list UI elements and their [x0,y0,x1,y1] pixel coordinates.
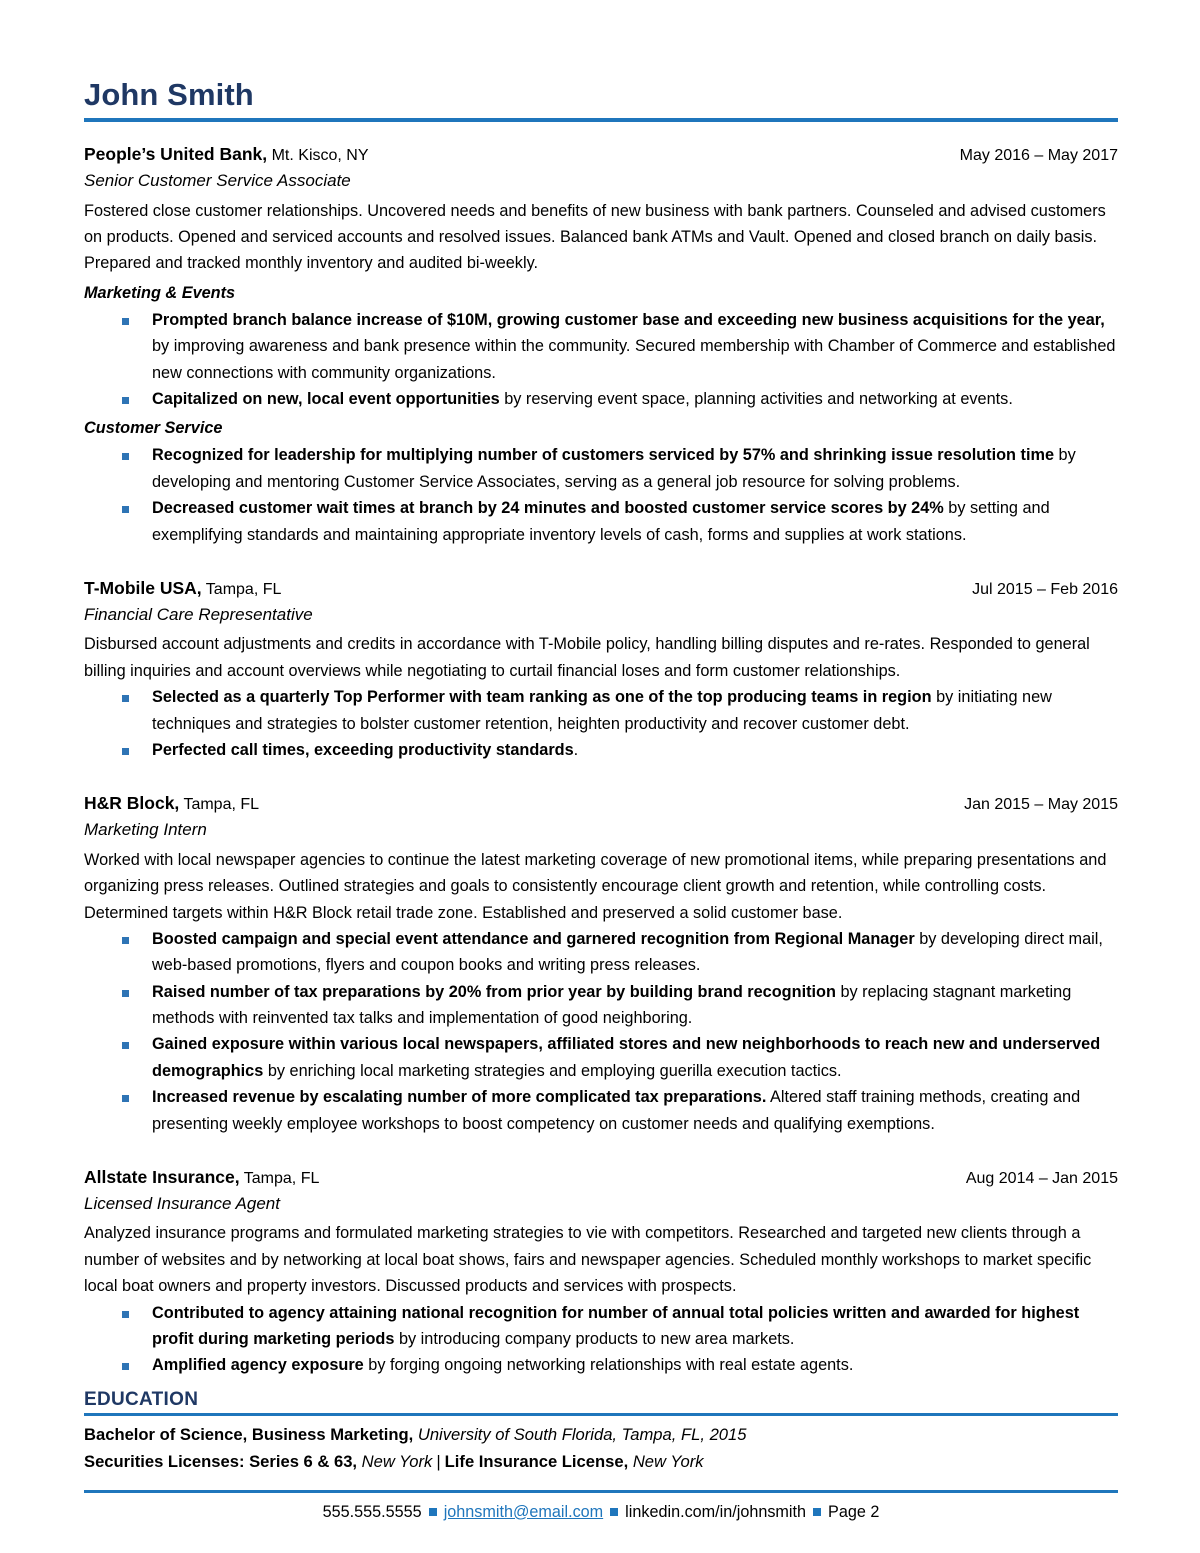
square-bullet-icon [122,1311,129,1318]
job-subsection-heading: Customer Service [84,419,223,438]
footer-linkedin: linkedin.com/in/johnsmith [625,1502,807,1521]
square-bullet-icon [122,1363,129,1370]
square-separator-icon [610,1508,618,1516]
achievement-highlight: Capitalized on new, local event opportunities [152,389,500,408]
achievement-detail: Altered staff training methods, creating and presenting weekly employee workshops to boost competency on customer needs and qualifying exemptions. [152,1088,1081,1133]
job-title: Senior Customer Service Associate [84,171,351,191]
achievement-detail: by reserving event space, planning activities and networking at events. [499,389,1013,408]
license-separator: | [436,1451,441,1471]
education-degree-line [84,1422,1118,1449]
job-location: Tampa, FL [179,796,260,814]
achievement-list [84,1300,1118,1379]
achievement-highlight: Prompted branch balance increase of $10M, growing customer base and exceeding new business acquisitions for the year, [152,310,1105,329]
achievement-highlight: Perfected call times, exceeding productivity standards [152,740,574,759]
job-dates: May 2016 – May 2017 [959,147,1118,165]
square-bullet-icon [122,318,129,325]
list-item [84,1352,1118,1378]
job-location: Mt. Kisco, NY [267,147,369,165]
achievement-highlight: Selected as a quarterly Top Performer with team ranking as one of the top producing teams in region [152,688,932,707]
achievement-highlight: Decreased customer wait times at branch by 24 minutes and boosted customer service scores by 24% [152,499,944,518]
square-bullet-icon [122,453,129,460]
square-bullet-icon [122,990,129,997]
list-item [84,495,1118,548]
achievement-list [84,307,1118,413]
job-company-location [84,1165,319,1191]
job-company: T-Mobile USA, [84,577,202,598]
securities-license-state: New York [357,1451,433,1471]
degree-school: University of South Florida, Tampa, FL, 2015 [413,1424,747,1444]
list-item [84,1300,1118,1353]
square-bullet-icon [122,937,129,944]
square-bullet-icon [122,695,129,702]
square-bullet-icon [122,1042,129,1049]
education-license-line [84,1449,1118,1476]
achievement-detail: by enriching local marketing strategies and employing guerilla execution tactics. [263,1061,842,1080]
life-insurance-license-state: New York [628,1451,704,1471]
square-bullet-icon [122,1095,129,1102]
job-title: Marketing Intern [84,820,207,840]
job-summary: Disbursed account adjustments and credits in accordance with T-Mobile policy, handling billing disputes and re-rates. Responded to general billing inquiries and account overviews while negotiating to curtail financial loses and form customer relationships. [84,635,1090,680]
achievement-highlight: Gained exposure within various local newspapers, affiliated stores and new neighborhoods to reach new and underserved demographics [152,1035,1101,1080]
job-dates: Jan 2015 – May 2015 [964,796,1118,814]
job-company-location [84,791,259,817]
job-title: Financial Care Representative [84,604,313,624]
job-entry [84,1165,1118,1379]
list-item [84,1031,1118,1084]
job-title: Licensed Insurance Agent [84,1193,280,1213]
achievement-detail: by forging ongoing networking relationships with real estate agents. [363,1356,854,1375]
list-item [84,979,1118,1032]
education-divider [84,1413,1118,1416]
securities-license: Securities Licenses: Series 6 & 63, [84,1451,358,1471]
achievement-detail: by introducing company products to new area markets. [394,1330,795,1349]
job-header [84,791,1118,817]
job-company: Allstate Insurance, [84,1167,240,1188]
job-entry [84,142,1118,548]
job-location: Tampa, FL [201,580,282,598]
section-spacer [84,1143,1118,1165]
education-heading: EDUCATION [84,1388,199,1410]
section-spacer [84,769,1118,791]
footer-divider [84,1490,1118,1493]
job-header [84,142,1118,168]
list-item [84,442,1118,495]
achievement-list [84,442,1118,548]
list-item [84,1084,1118,1137]
achievement-highlight: Boosted campaign and special event attendance and garnered recognition from Regional Manager [152,929,915,948]
square-bullet-icon [122,748,129,755]
achievement-list [84,926,1118,1137]
achievement-detail: by developing direct mail, web-based promotions, flyers and coupon books and writing press releases. [152,929,1103,975]
list-item [84,684,1118,737]
square-bullet-icon [122,506,129,513]
job-company-location [84,142,369,168]
job-dates: Aug 2014 – Jan 2015 [965,1170,1118,1188]
achievement-highlight: Contributed to agency attaining national recognition for number of annual total policies written and awarded for highest profit during marketing periods [152,1303,1080,1349]
achievement-detail: by initiating new techniques and strategies to bolster customer retention, heighten productivity and recover customer debt. [152,688,1052,733]
job-company: People’s United Bank, [84,144,268,165]
job-header [84,576,1118,602]
achievement-detail: by replacing stagnant marketing methods with reinvented tax talks and implementation of good neighboring. [152,982,1072,1028]
job-entry [84,791,1118,1137]
achievement-list [84,684,1118,763]
list-item [84,386,1118,412]
page-title: John Smith [84,77,254,112]
footer-email-link[interactable]: johnsmith@email.com [443,1502,604,1521]
job-entry [84,576,1118,763]
footer [84,1500,1118,1524]
section-spacer [84,554,1118,576]
square-separator-icon [429,1508,437,1516]
list-item [84,307,1118,386]
job-company-location [84,576,281,602]
achievement-highlight: Amplified agency exposure [152,1356,364,1375]
job-summary: Fostered close customer relationships. Uncovered needs and benefits of new business with bank partners. Counseled and advised customers on products. Opened and serviced accounts and resolved issues. Balanced bank ATMs and Vault. Opened and closed branch on daily basis. Prepared and tracked monthly inventory and audited bi-weekly. [84,201,1106,273]
square-bullet-icon [122,397,129,404]
life-insurance-license: Life Insurance License, [444,1451,629,1471]
job-dates: Jul 2015 – Feb 2016 [972,580,1118,598]
job-summary: Analyzed insurance programs and formulated marketing strategies to vie with competitors. Researched and targeted new clients through a number of websites and by networking at local boat shows, fairs and newspaper agencies. Scheduled monthly workshops to market specific local boat owners and property investors. Discussed products and services with prospects. [84,1224,1092,1296]
achievement-highlight: Increased revenue by escalating number of more complicated tax preparations. [152,1088,767,1107]
experience-section [84,142,1118,1379]
achievement-detail: by developing and mentoring Customer Service Associates, serving as a general job resource for solving problems. [152,446,1076,491]
job-location: Tampa, FL [239,1170,320,1188]
achievement-detail: by setting and exemplifying standards and maintaining appropriate inventory levels of cash, forms and supplies at work stations. [152,499,1050,544]
job-summary: Worked with local newspaper agencies to continue the latest marketing coverage of new promotional items, while preparing presentations and organizing press releases. Outlined strategies and goals to consistently encourage client growth and retention, while controlling costs. Determined targets within H&R Block retail trade zone. Established and preserved a solid customer base. [84,850,1107,922]
list-item [84,926,1118,979]
square-separator-icon [813,1508,821,1516]
job-header [84,1165,1118,1191]
list-item [84,737,1118,763]
achievement-detail: . [573,740,579,759]
footer-phone: 555.555.5555 [322,1502,422,1521]
achievement-highlight: Recognized for leadership for multiplying number of customers serviced by 57% and shrinking issue resolution time [152,446,1054,465]
degree-name: Bachelor of Science, Business Marketing, [84,1424,414,1444]
header-divider [84,118,1118,122]
achievement-detail: by improving awareness and bank presence within the community. Secured membership with Chamber of Commerce and established new connections with community organizations. [152,337,1116,382]
job-subsection-heading: Marketing & Events [84,283,236,302]
job-company: H&R Block, [84,793,180,814]
achievement-highlight: Raised number of tax preparations by 20% from prior year by building brand recognition [152,982,836,1001]
footer-page-number: Page 2 [828,1502,880,1521]
